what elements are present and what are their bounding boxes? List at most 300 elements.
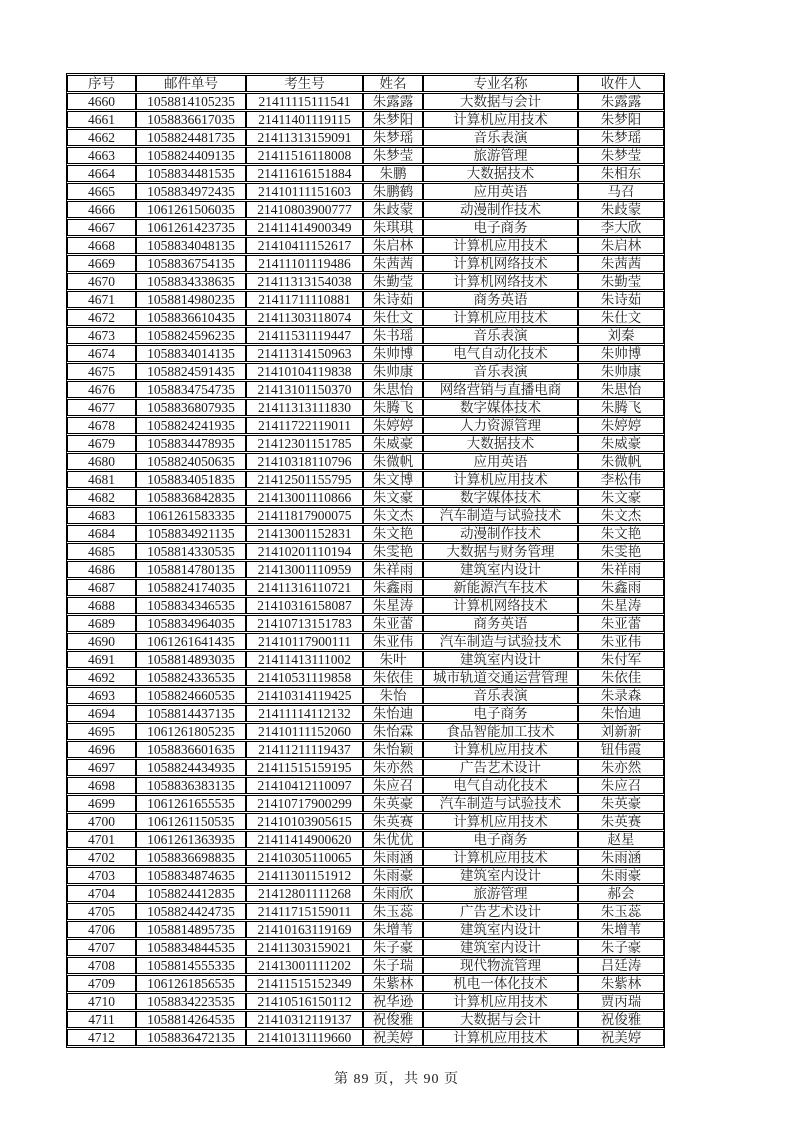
cell: 祝华逊 (363, 993, 423, 1010)
cell: 1058834478935 (136, 435, 246, 452)
cell: 朱增苇 (363, 921, 423, 938)
cell: 朱子豪 (363, 939, 423, 956)
cell: 4701 (67, 831, 136, 848)
cell: 朱紫林 (363, 975, 423, 992)
cell: 21411313154038 (246, 273, 363, 290)
cell: 朱雯艳 (363, 543, 423, 560)
cell: 21410201110194 (246, 543, 363, 560)
cell: 4669 (67, 255, 136, 272)
cell: 朱雨豪 (578, 867, 664, 884)
cell: 朱歧蒙 (363, 201, 423, 218)
table-row (67, 777, 664, 794)
table-row (67, 507, 664, 524)
cell: 朱思怡 (363, 381, 423, 398)
table-row (67, 165, 664, 182)
cell: 应用英语 (423, 453, 578, 470)
cell: 1058836383135 (136, 777, 246, 794)
cell: 1058834754735 (136, 381, 246, 398)
cell: 4689 (67, 615, 136, 632)
cell: 21411314150963 (246, 345, 363, 362)
cell: 电子商务 (423, 831, 578, 848)
cell: 21411101119486 (246, 255, 363, 272)
cell: 4703 (67, 867, 136, 884)
cell: 4672 (67, 309, 136, 326)
cell: 祝美婷 (578, 1029, 664, 1046)
cell: 1058836617035 (136, 111, 246, 128)
cell: 朱叶 (363, 651, 423, 668)
cell: 4698 (67, 777, 136, 794)
cell: 21413001110866 (246, 489, 363, 506)
table-row (67, 849, 664, 866)
cell: 4710 (67, 993, 136, 1010)
cell: 4683 (67, 507, 136, 524)
cell: 21411303118074 (246, 309, 363, 326)
table-row (67, 633, 664, 650)
cell: 4673 (67, 327, 136, 344)
table-row (67, 129, 664, 146)
cell: 4707 (67, 939, 136, 956)
cell: 大数据与会计 (423, 1011, 578, 1028)
cell: 4670 (67, 273, 136, 290)
cell: 1058814780135 (136, 561, 246, 578)
cell: 1058824241935 (136, 417, 246, 434)
cell: 4712 (67, 1029, 136, 1046)
cell: 建筑室内设计 (423, 921, 578, 938)
table-row (67, 885, 664, 902)
table-row (67, 651, 664, 668)
table-row (67, 399, 664, 416)
cell: 动漫制作技术 (423, 525, 578, 542)
cell: 1061261150535 (136, 813, 246, 830)
cell: 4705 (67, 903, 136, 920)
cell: 朱茜茜 (578, 255, 664, 272)
cell: 21410163119169 (246, 921, 363, 938)
cell: 1058824050635 (136, 453, 246, 470)
cell: 朱文豪 (363, 489, 423, 506)
cell: 4693 (67, 687, 136, 704)
cell: 21411414900620 (246, 831, 363, 848)
cell: 21411313111830 (246, 399, 363, 416)
cell: 钮伟霞 (578, 741, 664, 758)
cell: 1058824174035 (136, 579, 246, 596)
cell: 朱子豪 (578, 939, 664, 956)
table-row (67, 219, 664, 236)
cell: 4665 (67, 183, 136, 200)
cell: 朱婷婷 (363, 417, 423, 434)
cell: 21410104119838 (246, 363, 363, 380)
cell: 朱文博 (363, 471, 423, 488)
cell: 朱鑫雨 (363, 579, 423, 596)
cell: 朱仕文 (578, 309, 664, 326)
cell: 21411401119115 (246, 111, 363, 128)
cell: 大数据技术 (423, 165, 578, 182)
cell: 刘秦 (578, 327, 664, 344)
cell: 朱帅博 (363, 345, 423, 362)
cell: 4675 (67, 363, 136, 380)
cell: 4671 (67, 291, 136, 308)
cell: 21411316110721 (246, 579, 363, 596)
cell: 朱英豪 (578, 795, 664, 812)
cell: 朱依佳 (578, 669, 664, 686)
cell: 刘新新 (578, 723, 664, 740)
cell: 朱相东 (578, 165, 664, 182)
cell: 朱依佳 (363, 669, 423, 686)
cell: 4686 (67, 561, 136, 578)
cell: 朱文杰 (363, 507, 423, 524)
cell: 朱思怡 (578, 381, 664, 398)
cell: 4680 (67, 453, 136, 470)
cell: 计算机应用技术 (423, 111, 578, 128)
cell: 21410531119858 (246, 669, 363, 686)
cell: 朱怡霖 (363, 723, 423, 740)
cell: 朱鹏鹤 (363, 183, 423, 200)
cell: 21410411152617 (246, 237, 363, 254)
header-cell: 考生号 (246, 75, 363, 92)
cell: 大数据与会计 (423, 93, 578, 110)
table-row (67, 147, 664, 164)
cell: 朱书瑶 (363, 327, 423, 344)
cell: 电子商务 (423, 219, 578, 236)
cell: 1058814330535 (136, 543, 246, 560)
cell: 朱付军 (578, 651, 664, 668)
cell: 朱梦阳 (578, 111, 664, 128)
cell: 1058814555335 (136, 957, 246, 974)
cell: 朱紫林 (578, 975, 664, 992)
cell: 21412301151785 (246, 435, 363, 452)
cell: 1058824409135 (136, 147, 246, 164)
cell: 计算机应用技术 (423, 741, 578, 758)
cell: 4684 (67, 525, 136, 542)
table-row (67, 471, 664, 488)
cell: 4674 (67, 345, 136, 362)
cell: 朱露露 (578, 93, 664, 110)
cell: 1061261363935 (136, 831, 246, 848)
cell: 朱文艳 (578, 525, 664, 542)
cell: 21411303159021 (246, 939, 363, 956)
cell: 21411722119011 (246, 417, 363, 434)
cell: 朱仕文 (363, 309, 423, 326)
cell: 4704 (67, 885, 136, 902)
cell: 1058814437135 (136, 705, 246, 722)
table-row (67, 813, 664, 830)
cell: 1058824660535 (136, 687, 246, 704)
cell: 计算机应用技术 (423, 813, 578, 830)
header-cell: 邮件单号 (136, 75, 246, 92)
cell: 计算机应用技术 (423, 309, 578, 326)
cell: 21411115111541 (246, 93, 363, 110)
cell: 4700 (67, 813, 136, 830)
table-row (67, 543, 664, 560)
cell: 音乐表演 (423, 687, 578, 704)
table-row (67, 453, 664, 470)
cell: 4691 (67, 651, 136, 668)
table-row (67, 417, 664, 434)
table-row (67, 273, 664, 290)
cell: 计算机应用技术 (423, 471, 578, 488)
cell: 朱优优 (363, 831, 423, 848)
cell: 1058836698835 (136, 849, 246, 866)
cell: 4666 (67, 201, 136, 218)
cell: 21411114112132 (246, 705, 363, 722)
cell: 1058834223535 (136, 993, 246, 1010)
cell: 朱梦瑶 (578, 129, 664, 146)
cell: 朱怡迪 (363, 705, 423, 722)
cell: 21411211119437 (246, 741, 363, 758)
cell: 1058824596235 (136, 327, 246, 344)
cell: 1058814105235 (136, 93, 246, 110)
cell: 21413001110959 (246, 561, 363, 578)
cell: 1058834972435 (136, 183, 246, 200)
table-row (67, 345, 664, 362)
cell: 朱应召 (578, 777, 664, 794)
cell: 1058814895735 (136, 921, 246, 938)
cell: 音乐表演 (423, 327, 578, 344)
cell: 朱玉蕊 (363, 903, 423, 920)
cell: 汽车制造与试验技术 (423, 507, 578, 524)
cell: 朱梦莹 (363, 147, 423, 164)
cell: 祝俊雅 (363, 1011, 423, 1028)
cell: 4697 (67, 759, 136, 776)
cell: 赵星 (578, 831, 664, 848)
cell: 21410516150112 (246, 993, 363, 1010)
table-row (67, 975, 664, 992)
cell: 4681 (67, 471, 136, 488)
cell: 21412801111268 (246, 885, 363, 902)
cell: 1058834338635 (136, 273, 246, 290)
cell: 马召 (578, 183, 664, 200)
cell: 朱鹏 (363, 165, 423, 182)
cell: 21411414900349 (246, 219, 363, 236)
cell: 应用英语 (423, 183, 578, 200)
cell: 21411711110881 (246, 291, 363, 308)
cell: 4699 (67, 795, 136, 812)
cell: 朱帅博 (578, 345, 664, 362)
cell: 计算机网络技术 (423, 597, 578, 614)
table-row (67, 903, 664, 920)
table-row (67, 831, 664, 848)
cell: 朱应召 (363, 777, 423, 794)
cell: 1058834921135 (136, 525, 246, 542)
cell: 21410305110065 (246, 849, 363, 866)
cell: 4662 (67, 129, 136, 146)
cell: 计算机应用技术 (423, 1029, 578, 1046)
cell: 朱鑫雨 (578, 579, 664, 596)
table-row (67, 741, 664, 758)
table-row (67, 759, 664, 776)
cell: 电气自动化技术 (423, 345, 578, 362)
cell: 建筑室内设计 (423, 651, 578, 668)
cell: 旅游管理 (423, 147, 578, 164)
cell: 朱雨欣 (363, 885, 423, 902)
cell: 1058834874635 (136, 867, 246, 884)
cell: 21411817900075 (246, 507, 363, 524)
cell: 动漫制作技术 (423, 201, 578, 218)
cell: 21413001152831 (246, 525, 363, 542)
cell: 4676 (67, 381, 136, 398)
page-number-footer: 第 89 页，共 90 页 (334, 1072, 459, 1087)
cell: 广告艺术设计 (423, 759, 578, 776)
cell: 计算机网络技术 (423, 255, 578, 272)
cell: 4660 (67, 93, 136, 110)
cell: 朱诗茹 (363, 291, 423, 308)
cell: 1058834051835 (136, 471, 246, 488)
table-row (67, 561, 664, 578)
cell: 21410312119137 (246, 1011, 363, 1028)
table-row (67, 309, 664, 326)
cell: 1058834048135 (136, 237, 246, 254)
cell: 电子商务 (423, 705, 578, 722)
cell: 朱帅康 (578, 363, 664, 380)
cell: 4668 (67, 237, 136, 254)
cell: 21410717900299 (246, 795, 363, 812)
cell: 1058824434935 (136, 759, 246, 776)
cell: 朱微帆 (363, 453, 423, 470)
cell: 朱梦瑶 (363, 129, 423, 146)
cell: 1058836472135 (136, 1029, 246, 1046)
cell: 21410803900777 (246, 201, 363, 218)
cell: 4688 (67, 597, 136, 614)
cell: 21411313159091 (246, 129, 363, 146)
cell: 4695 (67, 723, 136, 740)
cell: 汽车制造与试验技术 (423, 795, 578, 812)
cell: 朱亦然 (578, 759, 664, 776)
cell: 21411616151884 (246, 165, 363, 182)
cell: 21410318110796 (246, 453, 363, 470)
cell: 朱腾飞 (363, 399, 423, 416)
cell: 21411515152349 (246, 975, 363, 992)
cell: 21411413111002 (246, 651, 363, 668)
cell: 现代物流管理 (423, 957, 578, 974)
cell: 数字媒体技术 (423, 399, 578, 416)
cell: 网络营销与直播电商 (423, 381, 578, 398)
cell: 朱腾飞 (578, 399, 664, 416)
cell: 21410111152060 (246, 723, 363, 740)
cell: 朱祥雨 (578, 561, 664, 578)
table-row (67, 1029, 664, 1046)
cell: 1061261506035 (136, 201, 246, 218)
cell: 音乐表演 (423, 129, 578, 146)
cell: 1058814264535 (136, 1011, 246, 1028)
cell: 1058824336535 (136, 669, 246, 686)
cell: 朱文杰 (578, 507, 664, 524)
table-row (67, 327, 664, 344)
header-cell: 姓名 (363, 75, 423, 92)
cell: 电气自动化技术 (423, 777, 578, 794)
cell: 1058824481735 (136, 129, 246, 146)
cell: 朱雨涵 (578, 849, 664, 866)
cell: 新能源汽车技术 (423, 579, 578, 596)
table-row (67, 669, 664, 686)
cell: 1058834481535 (136, 165, 246, 182)
cell: 朱微帆 (578, 453, 664, 470)
cell: 朱录森 (578, 687, 664, 704)
mail-list-table (66, 73, 665, 1048)
cell: 大数据与财务管理 (423, 543, 578, 560)
table-row (67, 705, 664, 722)
cell: 4694 (67, 705, 136, 722)
cell: 商务英语 (423, 291, 578, 308)
cell: 4677 (67, 399, 136, 416)
cell: 1058824424735 (136, 903, 246, 920)
cell: 21411301151912 (246, 867, 363, 884)
cell: 21410103905615 (246, 813, 363, 830)
cell: 1061261856535 (136, 975, 246, 992)
cell: 数字媒体技术 (423, 489, 578, 506)
cell: 21410111151603 (246, 183, 363, 200)
table-row (67, 993, 664, 1010)
cell: 21411515159195 (246, 759, 363, 776)
cell: 朱露露 (363, 93, 423, 110)
cell: 1058836754135 (136, 255, 246, 272)
cell: 人力资源管理 (423, 417, 578, 434)
cell: 4696 (67, 741, 136, 758)
cell: 朱威豪 (578, 435, 664, 452)
cell: 朱梦阳 (363, 111, 423, 128)
cell: 21413001111202 (246, 957, 363, 974)
cell: 朱亚伟 (363, 633, 423, 650)
cell: 1058836807935 (136, 399, 246, 416)
cell: 大数据技术 (423, 435, 578, 452)
table-row (67, 957, 664, 974)
cell: 1061261805235 (136, 723, 246, 740)
table-row (67, 525, 664, 542)
cell: 21410713151783 (246, 615, 363, 632)
cell: 1058814980235 (136, 291, 246, 308)
cell: 计算机应用技术 (423, 237, 578, 254)
cell: 4692 (67, 669, 136, 686)
table-row (67, 111, 664, 128)
cell: 1061261655535 (136, 795, 246, 812)
table-row (67, 489, 664, 506)
cell: 朱启林 (363, 237, 423, 254)
table-row (67, 597, 664, 614)
cell: 朱怡迪 (578, 705, 664, 722)
cell: 朱祥雨 (363, 561, 423, 578)
cell: 1058834844535 (136, 939, 246, 956)
table-row (67, 201, 664, 218)
cell: 朱威豪 (363, 435, 423, 452)
table-row (67, 867, 664, 884)
cell: 朱亚蕾 (363, 615, 423, 632)
cell: 朱勤莹 (578, 273, 664, 290)
cell: 旅游管理 (423, 885, 578, 902)
cell: 1058836610435 (136, 309, 246, 326)
table-row (67, 93, 664, 110)
table-body (67, 93, 664, 1046)
cell: 朱英豪 (363, 795, 423, 812)
cell: 4679 (67, 435, 136, 452)
cell: 21411531119447 (246, 327, 363, 344)
table-row (67, 381, 664, 398)
cell: 祝俊雅 (578, 1011, 664, 1028)
cell: 音乐表演 (423, 363, 578, 380)
cell: 4678 (67, 417, 136, 434)
cell: 1058836842835 (136, 489, 246, 506)
cell: 4661 (67, 111, 136, 128)
cell: 李松伟 (578, 471, 664, 488)
table-row (67, 237, 664, 254)
cell: 计算机网络技术 (423, 273, 578, 290)
cell: 1058824412835 (136, 885, 246, 902)
header-cell: 专业名称 (423, 75, 578, 92)
cell: 朱梦莹 (578, 147, 664, 164)
cell: 21410412110097 (246, 777, 363, 794)
cell: 1058834014135 (136, 345, 246, 362)
table-row (67, 363, 664, 380)
cell: 朱亦然 (363, 759, 423, 776)
cell: 朱文艳 (363, 525, 423, 542)
cell: 城市轨道交通运营管理 (423, 669, 578, 686)
